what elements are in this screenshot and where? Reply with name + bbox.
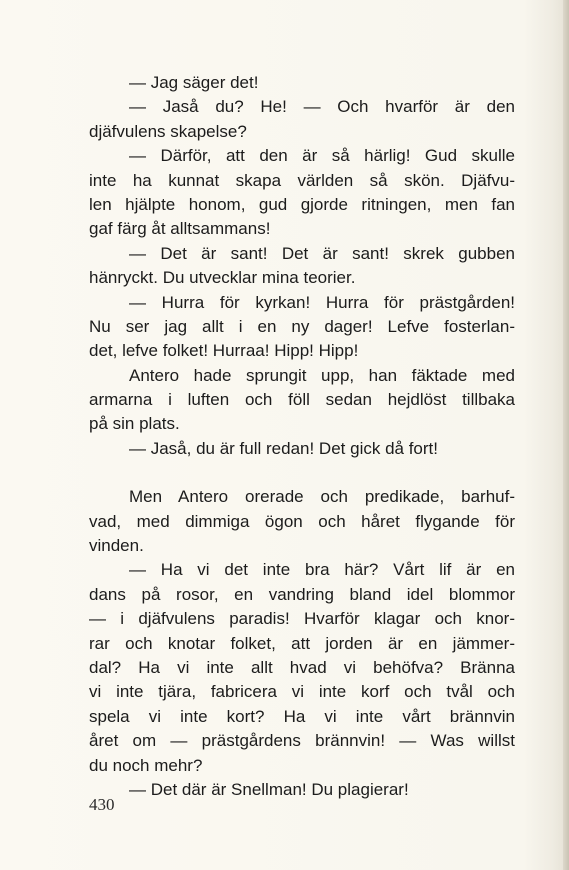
paragraph <box>89 485 515 558</box>
text-line: — Det där är Snellman! Du plagierar! <box>129 779 409 799</box>
paragraph <box>89 242 515 291</box>
paragraph <box>89 558 515 778</box>
text-line: rar och knotar folket, att jorden är en jämmer- <box>89 633 515 653</box>
text-line: djäfvulens skapelse? <box>89 121 247 141</box>
text-line: det, lefve folket! Hurraa! Hipp! Hipp! <box>89 341 359 361</box>
paragraph <box>89 71 515 95</box>
page-number: 430 <box>89 795 115 814</box>
text-line: Antero hade sprungit upp, han fäktade med <box>129 365 515 385</box>
text-line: — Hurra för kyrkan! Hurra för prästgården! <box>129 292 515 312</box>
paragraph <box>89 144 515 242</box>
paragraph <box>89 291 515 364</box>
text-line: på sin plats. <box>89 414 180 434</box>
text-line: gaf färg åt alltsammans! <box>89 219 271 239</box>
text-line: vinden. <box>89 536 144 556</box>
text-line: len hjälpte honom, gud gjorde ritningen, men fan <box>89 194 515 214</box>
text-line: Nu ser jag allt i en ny dager! Lefve fosterlan- <box>89 316 515 336</box>
text-line: — Ha vi det inte bra här? Vårt lif är en <box>129 560 515 580</box>
paragraph <box>89 778 515 802</box>
text-line: — i djäfvulens paradis! Hvarför klagar och knor- <box>89 609 515 629</box>
paragraph <box>89 95 515 144</box>
text-line: Men Antero orerade och predikade, barhuf- <box>129 487 515 507</box>
text-line: armarna i luften och föll sedan hejdlöst tillbaka <box>89 390 515 410</box>
text-line: — Jaså, du är full redan! Det gick då fort! <box>129 438 438 458</box>
text-line: — Jag säger det! <box>129 73 259 92</box>
text-line: dans på rosor, en vandring bland idel blommor <box>89 584 515 604</box>
text-line: vi inte tjära, fabricera vi inte korf och tvål och <box>89 682 515 702</box>
text-line: — Därför, att den är så härlig! Gud skulle <box>129 146 515 166</box>
text-line: — Det är sant! Det är sant! skrek gubben <box>129 243 515 263</box>
page-edge <box>563 0 569 870</box>
text-line: du noch mehr? <box>89 755 203 775</box>
text-line: hänryckt. Du utvecklar mina teorier. <box>89 268 356 288</box>
text-line: spela vi inte kort? Ha vi inte vårt brännvin <box>89 706 515 726</box>
paragraph <box>89 364 515 437</box>
text-line: inte ha kunnat skapa världen så skön. Djäfvu- <box>89 170 515 190</box>
text-line: året om — prästgårdens brännvin! — Was willst <box>89 731 515 751</box>
section-break <box>89 461 515 485</box>
text-line: dal? Ha vi inte allt hvad vi behöfva? Bränna <box>89 657 515 677</box>
body-text <box>89 71 515 802</box>
paragraph <box>89 437 515 461</box>
text-line: vad, med dimmiga ögon och håret flygande för <box>89 511 515 531</box>
text-line: — Jaså du? He! — Och hvarför är den <box>129 97 515 117</box>
